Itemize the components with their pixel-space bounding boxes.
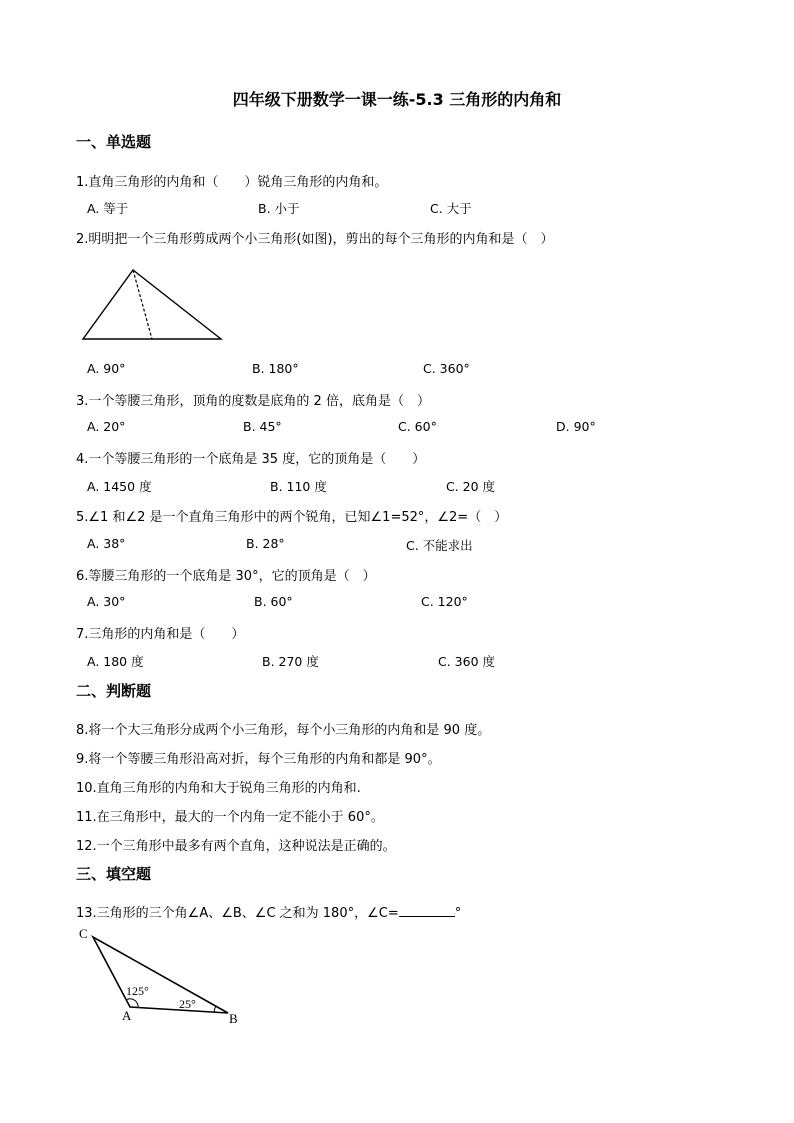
section-heading-fill-blank: 三、填空题 (76, 865, 152, 883)
q5-option-a[interactable]: A. 38° (87, 536, 126, 551)
q5-option-b[interactable]: B. 28° (246, 536, 285, 551)
section-heading-single-choice: 一、单选题 (76, 133, 152, 151)
question-1: 1.直角三角形的内角和（ ）锐角三角形的内角和。 (76, 175, 388, 190)
q13-angle-b-value: 25° (179, 997, 196, 1011)
question-7: 7.三角形的内角和是（ ） (76, 627, 245, 642)
question-2: 2.明明把一个三角形剪成两个小三角形(如图)，剪出的每个三角形的内角和是（ ） (76, 232, 554, 247)
q3-option-a[interactable]: A. 20° (87, 419, 126, 434)
question-13 (76, 902, 461, 921)
q7-option-a[interactable]: A. 180 度 (87, 654, 144, 669)
q13-triangle (93, 937, 228, 1013)
question-13-text: 13.三角形的三个角∠A、∠B、∠C 之和为 180°，∠C= (76, 906, 399, 921)
q13-triangle-figure (76, 925, 246, 1030)
q13-label-c: C (79, 926, 88, 941)
q3-option-d[interactable]: D. 90° (556, 419, 596, 434)
q2-dashed-cut-line (133, 270, 152, 339)
question-11: 11.在三角形中，最大的一个内角一定不能小于 60°。 (76, 810, 384, 825)
section-heading-true-false: 二、判断题 (76, 682, 152, 700)
q5-option-c[interactable]: C. 不能求出 (406, 538, 473, 553)
q4-option-a[interactable]: A. 1450 度 (87, 479, 152, 494)
q6-option-a[interactable]: A. 30° (87, 594, 126, 609)
q6-option-c[interactable]: C. 120° (421, 594, 468, 609)
question-3: 3.一个等腰三角形，顶角的度数是底角的 2 倍，底角是（ ） (76, 394, 430, 409)
question-9: 9.将一个等腰三角形沿高对折，每个三角形的内角和都是 90°。 (76, 752, 441, 767)
question-13-suffix: ° (454, 906, 462, 921)
q7-option-c[interactable]: C. 360 度 (438, 654, 496, 669)
question-4: 4.一个等腰三角形的一个底角是 35 度，它的顶角是（ ） (76, 452, 426, 467)
q1-option-b[interactable]: B. 小于 (258, 201, 300, 216)
q1-option-c[interactable]: C. 大于 (430, 201, 472, 216)
q13-angle-a-value: 125° (126, 984, 149, 998)
q2-triangle (83, 270, 221, 339)
q13-angle-b-arc (214, 1006, 216, 1012)
q3-option-b[interactable]: B. 45° (243, 419, 282, 434)
question-12: 12.一个三角形中最多有两个直角，这种说法是正确的。 (76, 839, 396, 854)
q13-label-a: A (122, 1008, 132, 1023)
q13-label-b: B (229, 1011, 238, 1026)
q2-option-a[interactable]: A. 90° (87, 361, 126, 376)
question-8: 8.将一个大三角形分成两个小三角形，每个小三角形的内角和是 90 度。 (76, 723, 491, 738)
q4-option-b[interactable]: B. 110 度 (270, 479, 327, 494)
q2-triangle-figure (78, 265, 228, 345)
q2-option-b[interactable]: B. 180° (252, 361, 299, 376)
q1-option-a[interactable]: A. 等于 (87, 201, 129, 216)
q4-option-c[interactable]: C. 20 度 (446, 479, 496, 494)
q7-option-b[interactable]: B. 270 度 (262, 654, 319, 669)
q6-option-b[interactable]: B. 60° (254, 594, 293, 609)
question-10: 10.直角三角形的内角和大于锐角三角形的内角和. (76, 781, 361, 796)
q13-answer-blank[interactable] (399, 904, 455, 917)
question-6: 6.等腰三角形的一个底角是 30°，它的顶角是（ ） (76, 569, 376, 584)
page-title: 四年级下册数学一课一练-5.3 三角形的内角和 (232, 90, 562, 109)
question-5: 5.∠1 和∠2 是一个直角三角形中的两个锐角，已知∠1=52°，∠2=（ ） (76, 510, 508, 525)
q2-option-c[interactable]: C. 360° (423, 361, 470, 376)
q3-option-c[interactable]: C. 60° (398, 419, 437, 434)
